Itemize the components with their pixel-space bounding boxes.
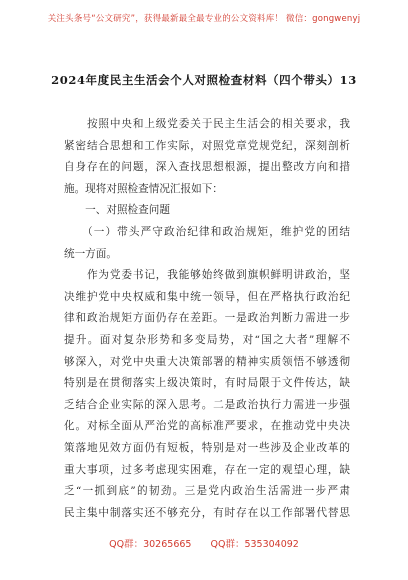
body-line: 决维护党中央权威和集中统一领导，但在严格执行政治纪: [64, 290, 350, 303]
body-line: 民主集中制落实还不够充分，有时存在以工作部署代替思: [64, 506, 350, 519]
body-line: 统一方面。: [64, 247, 117, 260]
body-line: 施。现将对照检查情况汇报如下：: [64, 182, 223, 195]
body-line: 特别是在贯彻落实上级决策时，有时局限于文件传达，缺: [64, 377, 350, 390]
body-line: 自身存在的问题，深入查找思想根源，提出整改方向和措: [64, 161, 350, 174]
body-line: 紧密结合思想和工作实际，对照党章党规党纪，深刻剖析: [64, 139, 350, 152]
body-line: （一）带头严守政治纪律和政治规矩，维护党的团结: [64, 225, 350, 238]
body-line: 按照中央和上级党委关于民主生活会的相关要求，我: [64, 118, 350, 130]
body-line: 一、对照检查问题: [64, 204, 170, 217]
footer-qq-group-2: QQ群：535304092: [210, 539, 299, 550]
body-line: 重大事项，过多考虑现实困难，存在一定的观望心理，缺: [64, 463, 350, 476]
body-line: 律和政治规矩方面仍存在差距。一是政治判断力需进一步: [64, 312, 350, 325]
body-line: 够深入，对党中央重大决策部署的精神实质领悟不够透彻: [64, 355, 350, 368]
body-line: 乏结合企业实际的深入思考。二是政治执行力需进一步强: [64, 398, 350, 411]
body-line: 作为党委书记，我能够始终做到旗帜鲜明讲政治，坚: [64, 269, 350, 282]
header-banner: 关注头条号“公文研究”，获得最新最全最专业的公文资料库！ 微信：gongwenyj: [47, 14, 361, 24]
document-title: 2024年度民主生活会个人对照检查材料（四个带头）13: [51, 73, 357, 87]
footer-qq-group-1: QQ群：30265665: [109, 539, 192, 550]
body-line: 化。对标全面从严治党的高标准严要求，在推动党中央决: [64, 420, 350, 433]
body-line: 乏“一抓到底”的韧劲。三是党内政治生活需进一步严肃: [64, 485, 350, 498]
body-line: 提升。面对复杂形势和多变局势，对“国之大者”理解不: [64, 333, 350, 346]
document-body: [64, 114, 350, 524]
footer: [0, 536, 408, 550]
body-line: 策落地见效方面仍有短板，特别是对一些涉及企业改革的: [64, 441, 350, 454]
